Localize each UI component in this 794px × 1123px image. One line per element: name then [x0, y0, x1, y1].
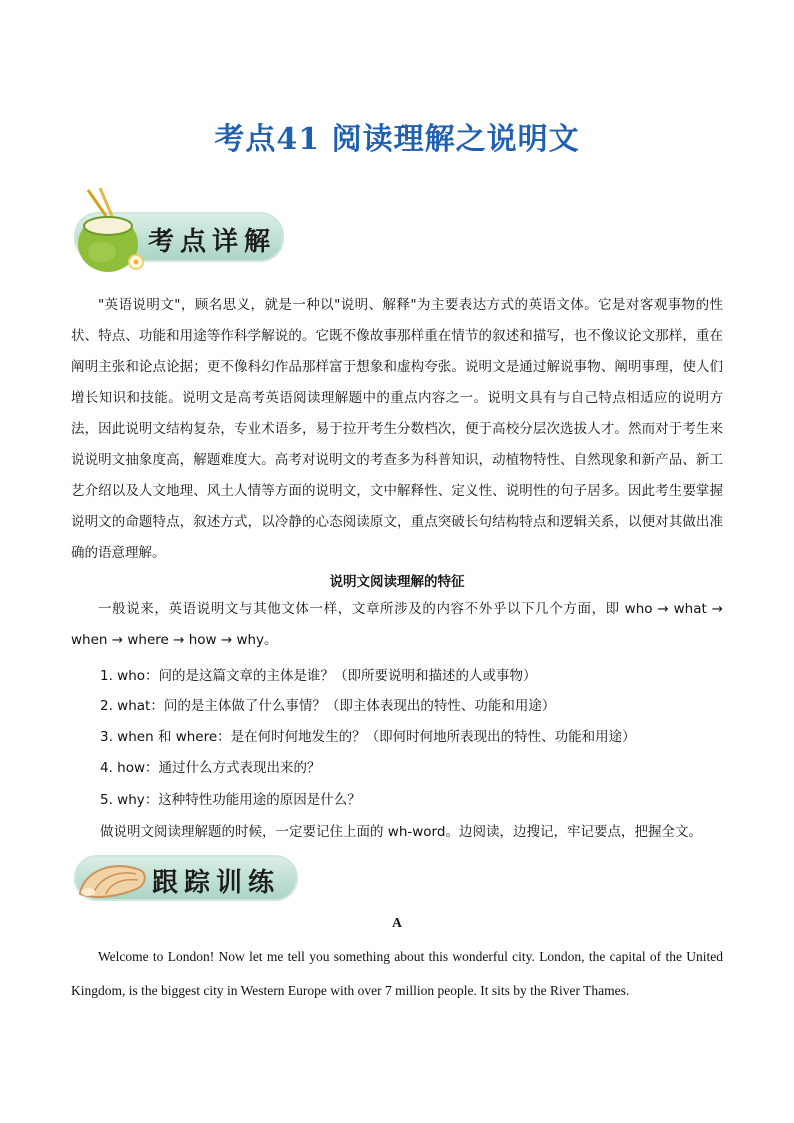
passage-text: Welcome to London! Now let me tell you something about this wonderful city. London, the capital of the United Kingdom, is the biggest city in Western Europe with over 7 million people. It sits by the River Thames. [71, 949, 723, 998]
list-item: 4. how：通过什么方式表现出来的？ [100, 760, 321, 776]
list-item: 1. who：问的是这篇文章的主体是谁？（即所要说明和描述的人或事物） [100, 668, 537, 684]
coconut-drink-icon [66, 186, 156, 276]
general-paragraph [71, 594, 723, 656]
list-item: 2. what：问的是主体做了什么事情？（即主体表现出的特性、功能和用途） [100, 698, 556, 714]
closing-text: 做说明文阅读理解题的时候，一定要记住上面的 wh-word。边阅读，边搜记，牢记要点，把握全文。 [100, 824, 702, 840]
banner-label: 跟踪训练 [152, 868, 281, 898]
page-title: 考点41 阅读理解之说明文 [214, 122, 580, 157]
list-item: 5. why：这种特性功能用途的原因是什么？ [100, 792, 361, 808]
list-item: 3. when 和 where：是在何时何地发生的？（即何时何地所表现出的特性、功能和用途） [100, 729, 636, 745]
seashell-icon [74, 856, 154, 906]
passage-paragraph [71, 940, 723, 1008]
intro-text: "英语说明文"，顾名思义，就是一种以"说明、解释"为主要表达方式的英语文体。它是对客观事物的性状、特点、功能和用途等作科学解说的。它既不像故事那样重在情节的叙述和描写，也不像议论文那样，重在阐明主张和论点论据；更不像科幻作品那样富于想象和虚构夸张。说明文是通过解说事物、阐明事理，使人们增长知识和技能。说明文是高考英语阅读理解题中的重点内容之一。说明文具有与自己特点相适应的说明方法，因此说明文结构复杂，专业术语多，易于拉开考生分数档次，便于高校分层次选拔人才。然而对于考生来说说明文抽象度高，解题难度大。高考对说明文的考查多为科普知识，动植物特性、自然现象和新产品、新工艺介绍以及人文地理、风土人情等方面的说明文，文中解释性、定义性、说明性的句子居多。因此考生要掌握说明文的命题特点，叙述方式，以冷静的心态阅读原文，重点突破长句结构特点和逻辑关系，以便对其做出准确的语意理解。 [71, 297, 723, 561]
section-heading: 说明文阅读理解的特征 [329, 574, 465, 590]
intro-paragraph [71, 290, 723, 569]
banner-label: 考点详解 [148, 227, 277, 257]
general-text: 一般说来，英语说明文与其他文体一样，文章所涉及的内容不外乎以下几个方面，即 who → what → when → where → how → why。 [71, 601, 723, 648]
passage-label: A [392, 915, 402, 930]
